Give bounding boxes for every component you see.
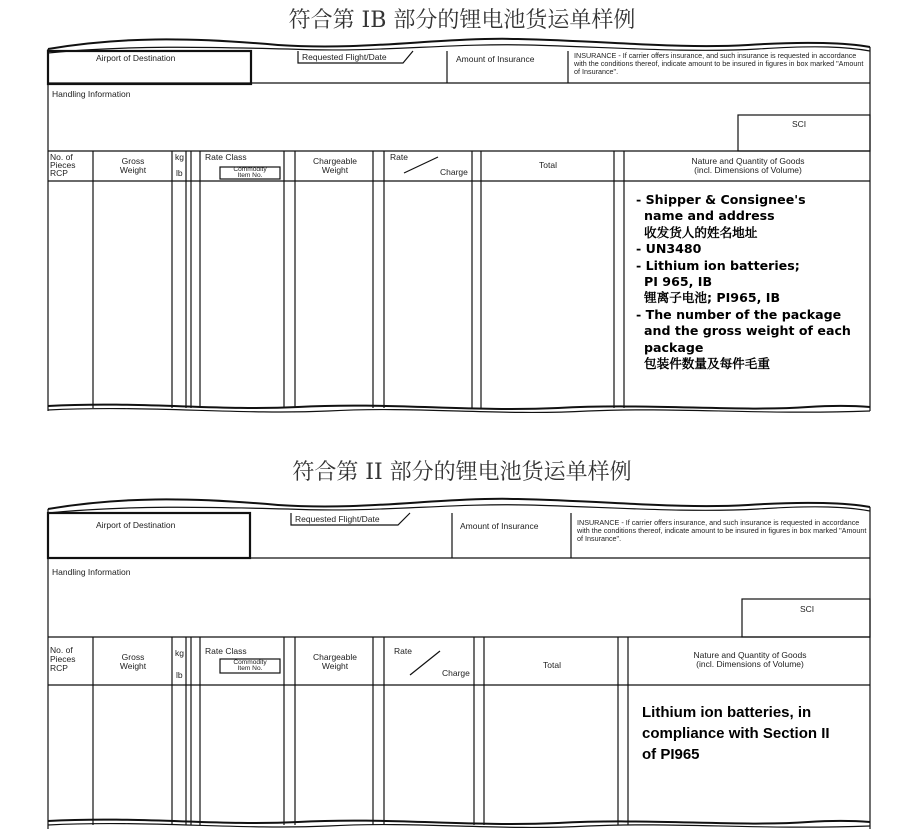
nature-quantity-label: Nature and Quantity of Goods (incl. Dimensions of Volume) <box>693 650 807 669</box>
rate-class-label: Rate Class <box>205 646 247 656</box>
list-item: PI 965, IB <box>644 274 713 290</box>
amount-insurance-label: Amount of Insurance <box>456 54 535 64</box>
list-item: 锂离子电池; PI965, IB <box>644 290 781 306</box>
requested-flight-label: Requested Flight/Date <box>295 514 380 524</box>
commodity-item-label: Commodity Item No. <box>233 659 267 673</box>
charge-label: Charge <box>440 167 468 177</box>
nature-quantity-label: Nature and Quantity of Goods (incl. Dimensions of Volume) <box>691 156 805 175</box>
list-item: 收发货人的姓名地址 <box>644 224 758 240</box>
kg-label: kg <box>175 648 184 658</box>
rate-class-label: Rate Class <box>205 152 247 162</box>
lb-label: lb <box>176 670 183 680</box>
pieces-label: No. of Pieces RCP <box>50 645 76 673</box>
list-item: - Shipper & Consignee's <box>636 192 806 207</box>
charge-label: Charge <box>442 668 470 678</box>
rate-label: Rate <box>394 646 412 656</box>
list-item: - Lithium ion batteries; <box>636 257 800 273</box>
commodity-item-label: Commodity Item No. <box>233 166 267 180</box>
insurance-note: INSURANCE - If carrier offers insurance, and such insurance is requested in accordance with the conditions thereof, indicate amount to be insured in figures in box marked "Amount of Insurance". <box>577 518 867 544</box>
handling-info-label: Handling Information <box>52 89 131 99</box>
requested-flight-label: Requested Flight/Date <box>302 52 387 62</box>
list-item: - The number of the package <box>636 306 842 322</box>
sci-label: SCI <box>800 604 815 614</box>
list-item: of PI965 <box>642 746 700 763</box>
title-section-ii: 符合第 II 部分的锂电池货运单样例 <box>292 460 632 485</box>
title-section-ib: 符合第 IB 部分的锂电池货运单样例 <box>288 8 636 33</box>
lb-label: lb <box>176 168 183 178</box>
nature-goods-ii <box>642 702 866 765</box>
list-item: - UN3480 <box>636 241 702 257</box>
chargeable-weight-label: Chargeable Weight <box>313 156 357 175</box>
airport-destination-label: Airport of Destination <box>96 53 176 63</box>
chargeable-weight-label: Chargeable Weight <box>313 652 357 671</box>
total-label: Total <box>543 660 561 670</box>
list-item: and the gross weight of each <box>644 323 851 339</box>
list-item: 包装件数量及每件毛重 <box>644 356 770 372</box>
list-item: package <box>644 339 704 355</box>
amount-insurance-label: Amount of Insurance <box>460 521 539 531</box>
total-label: Total <box>539 160 557 170</box>
rate-label: Rate <box>390 152 408 162</box>
gross-weight-label: Gross Weight <box>119 652 147 671</box>
pieces-label: No. of Pieces RCP <box>50 152 76 178</box>
list-item: Lithium ion batteries, in <box>642 704 812 721</box>
air-waybill-form-ib <box>48 33 870 418</box>
kg-label: kg <box>175 152 184 162</box>
insurance-note: INSURANCE - If carrier offers insurance, and such insurance is requested in accordance with the conditions thereof, indicate amount to be insured in figures in box marked "Amount of Insurance". <box>574 51 864 77</box>
gross-weight-label: Gross Weight <box>119 156 147 175</box>
sci-label: SCI <box>792 119 807 129</box>
handling-info-label: Handling Information <box>52 567 131 577</box>
nature-goods-ib <box>636 192 868 372</box>
air-waybill-form-ii <box>48 491 870 836</box>
list-item: compliance with Section II <box>642 725 830 742</box>
list-item: name and address <box>644 208 775 224</box>
airport-destination-label: Airport of Destination <box>96 520 176 530</box>
